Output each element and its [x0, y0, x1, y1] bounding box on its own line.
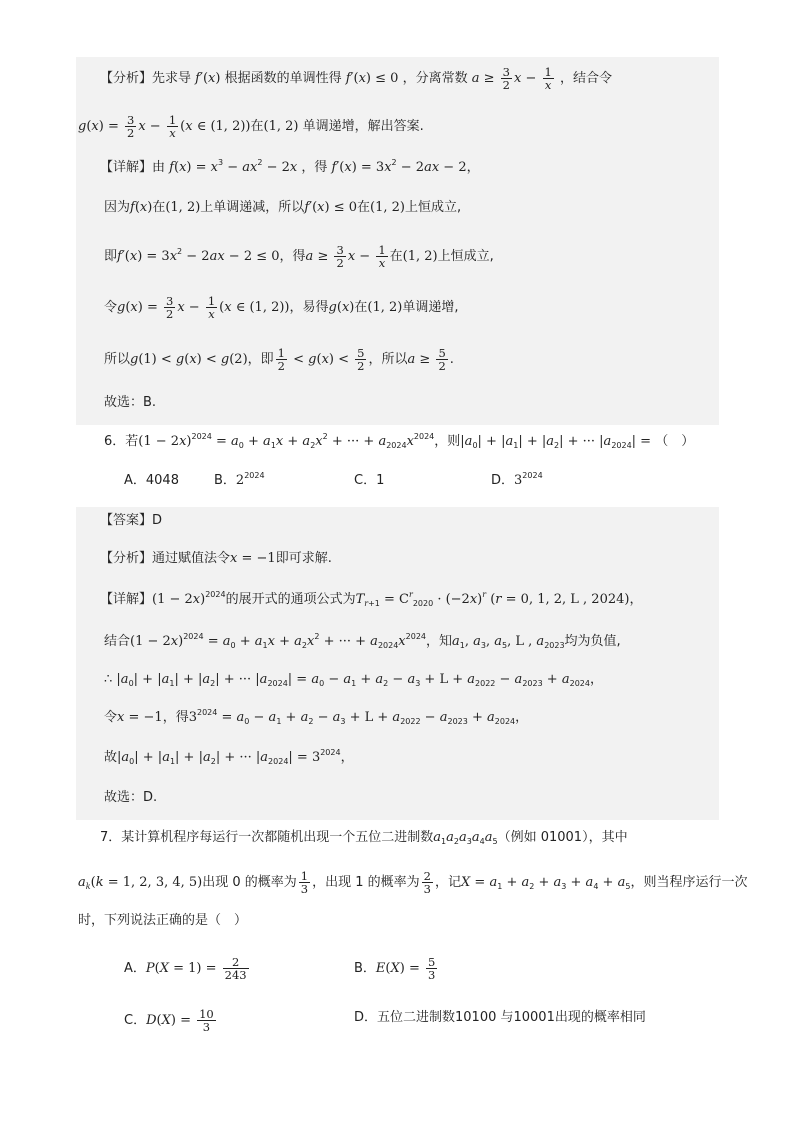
q5-detail-line-3: 即$f'(x) = 3x^2 - 2ax - 2 \le 0$，得a ≥ $\frac{3}{2}$ x − $\frac{1}{x}$ 在(1, 2)上恒成立, [104, 243, 494, 270]
q6-stem: 6．若$(1 - 2x)^{2024} = a_0 + a_1x + a_2x^2$ + ··· + $a_{2024}x^{2024}$，则$|a_0| + |a_1| + |a_2|$ + ··· $|a_{2024}|$ = （ ） [104, 432, 695, 450]
q6-analysis: 【分析】通过赋值法令x = −1即可求解. [100, 551, 332, 566]
q6-option-a[interactable]: A．4048 [124, 473, 179, 488]
q5-detail-line-5: 所以g(1) < g(x) < g(2)，即 $\frac{1}{2}$ < g(x) < $\frac{5}{2}$ ，所以a ≥ $\frac{5}{2}$ . [104, 346, 454, 373]
q7-stem-line-3: 时，下列说法正确的是（ ） [78, 913, 248, 928]
q5-detail-line-2: 因为f(x)在(1, 2)上单调递减，所以f′(x) ≤ 0在(1, 2)上恒成立, [104, 200, 462, 215]
q7-stem-line-2: $a_k(k = 1$, 2, 3, 4, 5)出现 0 的概率为 $\frac{1}{3}$ ，出现 1 的概率为 $\frac{2}{3}$ ，记$X = a_1 + a_2 + a_3 + a_4 + a_5$，则当程序运行一次 [78, 869, 748, 896]
q5-detail-line-4: 令g(x) = $\frac{3}{2}$ x − $\frac{1}{x}$ (x ∈ (1, 2))，易得g(x)在(1, 2)单调递增, [104, 294, 459, 321]
q5-analysis-line-2: g(x) = $\frac{3}{2}$ x − $\frac{1}{x}$ (x ∈ (1, 2))在(1, 2) 单调递增，解出答案. [78, 113, 424, 140]
q7-stem-line-1: 7．某计算机程序每运行一次都随机出现一个五位二进制数$a_1a_2a_3a_4a_5$（例如 01001），其中 [100, 830, 628, 846]
q7-option-d[interactable]: D．五位二进制数10100 与10001出现的概率相同 [354, 1010, 646, 1025]
q5-analysis-line-1: 【分析】先求导 f′(x) 根据函数的单调性得 f′(x) ≤ 0 ，分离常数 a ≥ $\frac{3}{2}$ x − $\frac{1}{x}$ ，结合令 [100, 65, 612, 92]
q6-option-d[interactable]: D．$3^{2024}$ [491, 471, 543, 488]
q5-detail-line-1: 【详解】由 $f(x) = x^3 - ax^2 - 2x$ ，得 $f'(x) = 3x^2 - 2ax - 2$， [100, 158, 480, 175]
q6-answer: 【答案】D [100, 513, 163, 528]
q6-option-c[interactable]: C．1 [354, 473, 385, 488]
q7-option-c[interactable]: C．D(X) = $\frac{10}{3}$ [124, 1007, 214, 1034]
q6-detail-line-2: 结合$(1 - 2x)^{2024} = a_0 + a_1x + a_2x^2$ + ··· + $a_{2024}x^{2024}$，知$a_1$, $a_3$, $a_5$, L , $a_{2023}$均为负值, [104, 632, 621, 650]
q7-option-b[interactable]: B．E(X) = $\frac{5}{3}$ [354, 955, 436, 982]
q6-detail-line-1: 【详解】$(1 - 2x)^{2024}$的展开式的通项公式为$T_{r+1} = C^r_{2020} \cdot (-2x)^r$ (r = 0, 1, 2, L , 2024)， [100, 590, 643, 608]
q5-choice: 故选：B. [104, 395, 157, 410]
q6-detail-line-3: ∴ $|a_0| + |a_1| + |a_2|$ + ··· $|a_{2024}| = a_0 - a_1 + a_2 - a_3 + L + a_{2022} - a_{2023} + a_{2024}$， [104, 672, 603, 688]
q6-detail-line-4: 令x = −1，得$3^{2024} = a_0 - a_1 + a_2 - a_3 + L + a_{2022} - a_{2023} + a_{2024}$， [104, 708, 529, 726]
q6-choice: 故选：D. [104, 790, 158, 805]
q7-option-a[interactable]: A．P(X = 1) = $\frac{2}{243}$ [124, 955, 247, 982]
q6-detail-line-5: 故$|a_0| + |a_1| + |a_2|$ + ··· $|a_{2024}| = 3^{2024}$， [104, 748, 354, 766]
q6-option-b[interactable]: B．$2^{2024}$ [214, 471, 265, 488]
